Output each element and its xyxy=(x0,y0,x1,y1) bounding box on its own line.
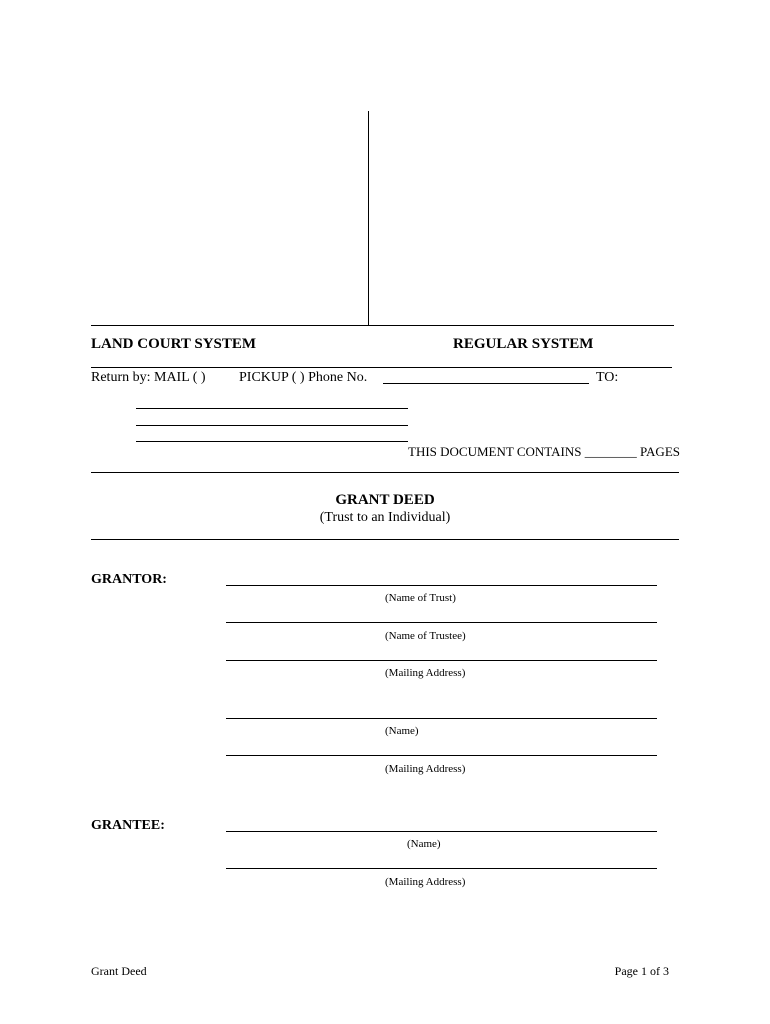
to-label: TO: xyxy=(596,370,619,385)
footer-document-name: Grant Deed xyxy=(91,964,147,978)
pickup-phone-label: PICKUP ( ) Phone No. xyxy=(239,370,368,385)
regular-system-heading: REGULAR SYSTEM xyxy=(453,336,594,352)
grantor-address-caption: (Mailing Address) xyxy=(385,763,466,775)
return-by-mail: Return by: MAIL ( ) xyxy=(91,370,206,385)
title-separator xyxy=(91,539,679,540)
grantor-name-field[interactable] xyxy=(226,718,657,719)
grantor-name-caption: (Name) xyxy=(385,725,419,737)
grantor-trustee-name-field[interactable] xyxy=(226,622,657,623)
document-pages-count: THIS DOCUMENT CONTAINS ________ PAGES xyxy=(408,444,680,459)
grantor-trustee-name-caption: (Name of Trustee) xyxy=(385,630,466,642)
header-separator xyxy=(91,472,679,473)
recording-divider-line xyxy=(368,111,369,325)
grantee-address-field[interactable] xyxy=(226,868,657,869)
recording-bottom-line xyxy=(91,325,674,326)
system-underline xyxy=(91,367,672,368)
grantor-address-field[interactable] xyxy=(226,755,657,756)
grantee-name-field[interactable] xyxy=(226,831,657,832)
return-address-line-2[interactable] xyxy=(136,425,408,426)
return-address-line-3[interactable] xyxy=(136,441,408,442)
grantor-trust-name-caption: (Name of Trust) xyxy=(385,592,456,604)
land-court-system-heading: LAND COURT SYSTEM xyxy=(91,336,257,352)
grantor-trust-address-caption: (Mailing Address) xyxy=(385,667,466,679)
document-subtitle: (Trust to an Individual) xyxy=(319,510,451,525)
document-title: GRANT DEED xyxy=(335,492,435,508)
grantor-trust-name-field[interactable] xyxy=(226,585,657,586)
phone-number-field[interactable] xyxy=(383,383,589,384)
grantee-label: GRANTEE: xyxy=(91,818,165,833)
grantee-name-caption: (Name) xyxy=(407,838,441,850)
grantor-label: GRANTOR: xyxy=(91,572,167,587)
grantee-address-caption: (Mailing Address) xyxy=(385,876,466,888)
grantor-trust-address-field[interactable] xyxy=(226,660,657,661)
footer-page-number: Page 1 of 3 xyxy=(614,964,669,978)
return-address-line-1[interactable] xyxy=(136,408,408,409)
